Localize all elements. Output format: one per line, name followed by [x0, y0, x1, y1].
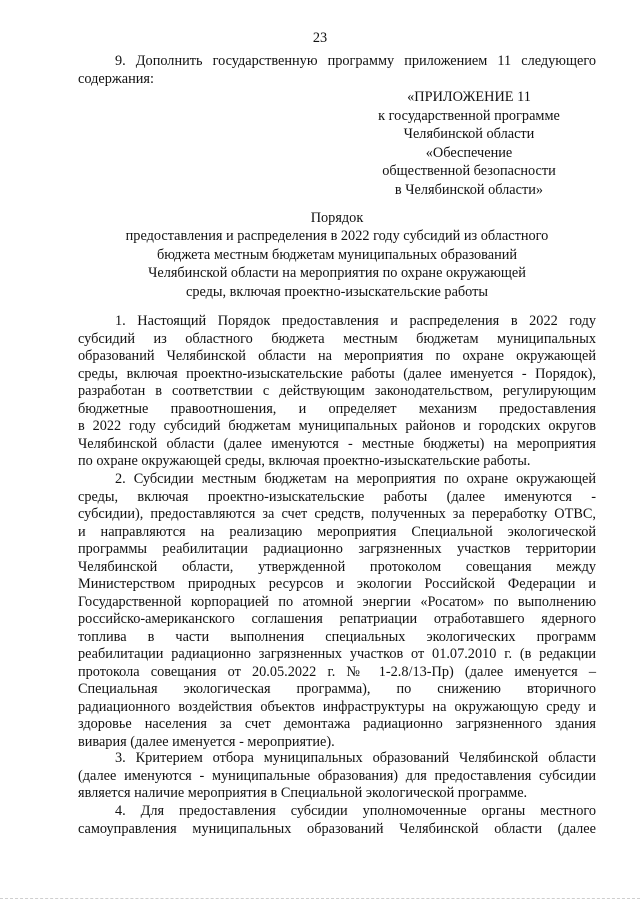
intro-paragraph	[78, 53, 596, 88]
paragraph-line: 3. Критерием отбора муниципальных образований Челябинской области	[115, 750, 596, 766]
appendix-line: в Челябинской области»	[394, 181, 544, 198]
paragraph-line: самоуправления муниципальных образований Челябинской области (далее	[78, 820, 596, 837]
appendix-line: Челябинской области	[403, 126, 535, 143]
intro-line: содержания:	[78, 70, 154, 87]
appendix-line: «Обеспечение	[425, 144, 513, 161]
paragraph-line: разработан в соответствии с действующим законодательством, регулирующим	[78, 383, 596, 399]
paragraph-line: бюджетные правоотношения, и определяет механизм предоставления	[78, 400, 596, 417]
paragraph-line: Государственной корпорацией по атомной энергии «Росатом» по выполнению	[78, 593, 596, 610]
paragraph-line: программы реабилитации радиационно загрязненных участков территории	[78, 541, 596, 557]
paragraph-line: топлива в части выполнения специальных экологических программ	[78, 628, 596, 645]
paragraph-line: здоровье населения за счет демонтажа радиационно загрязненного здания	[78, 716, 596, 732]
paragraph-line: и направляются на реализацию мероприятия Специальной экологической	[78, 523, 596, 540]
paragraph-line: Специальная экологическая программа), по снижению вторичного	[78, 681, 596, 697]
appendix-header	[344, 88, 594, 200]
paragraph-3	[78, 750, 596, 803]
paragraph-line: 4. Для предоставления субсидии уполномоченные органы местного	[115, 803, 596, 819]
paragraph-line: по охране окружающей среды, включая проектно-изыскательские работы.	[78, 453, 531, 469]
title-line: предоставления и распределения в 2022 году субсидий из областного	[125, 228, 549, 245]
paragraph-line: Челябинской области (далее именуются - местные бюджеты) на мероприятия	[78, 435, 596, 452]
intro-line: 9. Дополнить государственную программу приложением 11 следующего	[115, 53, 596, 69]
appendix-line: «ПРИЛОЖЕНИЕ 11	[407, 89, 531, 105]
paragraph-line: 1. Настоящий Порядок предоставления и распределения в 2022 году	[115, 313, 596, 329]
paragraph-line: в 2022 году субсидий бюджетам муниципальных районов и городских округов	[78, 418, 596, 434]
title-line: Челябинской области на мероприятия по охране окружающей	[148, 265, 526, 282]
paragraph-line: вивария (далее именуется - мероприятие).	[78, 733, 335, 750]
paragraph-line: образований Челябинской области на мероприятия по охране окружающей	[78, 348, 596, 364]
paragraph-line: российско-американского соглашения репатриации отработавшего ядерного	[78, 611, 596, 627]
appendix-line: к государственной программе	[378, 107, 560, 124]
paragraph-1	[78, 313, 596, 471]
document-title	[78, 209, 596, 301]
paragraph-line: 2. Субсидии местным бюджетам на мероприятия по охране окружающей	[115, 471, 596, 487]
paragraph-line: среды, включая проектно-изыскательские работы (далее именуется - Порядок),	[78, 365, 596, 382]
paragraph-line: является наличие мероприятия в Специальной экологической программе.	[78, 785, 528, 801]
paragraph-4	[78, 803, 596, 838]
title-line: бюджета местным бюджетам муниципальных образований	[156, 246, 518, 263]
paragraph-line: субсидий из областного бюджета местным бюджетам муниципальных	[78, 330, 596, 347]
paragraph-line: радиационного воздействия объектов инфраструктуры на окружающую среду и	[78, 698, 596, 715]
paragraph-line: (далее именуются - муниципальные образования) для предоставления субсидии	[78, 767, 596, 784]
paragraph-2	[78, 471, 596, 751]
page-number: 23	[312, 30, 328, 46]
title-line: Порядок	[310, 210, 364, 226]
paragraph-line: Министерством природных ресурсов и экологии Российской Федерации и	[78, 576, 596, 592]
appendix-line: общественной безопасности	[382, 163, 556, 180]
paragraph-line: среды, включая проектно-изыскательские работы (далее именуются -	[78, 488, 596, 505]
paragraph-line: субсидии), предоставляются за счет средств, полученных за переработку ОТВС,	[78, 506, 596, 522]
paragraph-line: протокола совещания от 20.05.2022 г. № 1-2.8/13-Пр) (далее именуется –	[78, 663, 596, 680]
paragraph-line: реабилитации радиационно загрязненных участков от 01.07.2010 г. (в редакции	[78, 646, 596, 662]
title-line: среды, включая проектно-изыскательские работы	[185, 283, 488, 300]
paragraph-line: Челябинской области, утвержденной протоколом совещания между	[78, 558, 596, 575]
